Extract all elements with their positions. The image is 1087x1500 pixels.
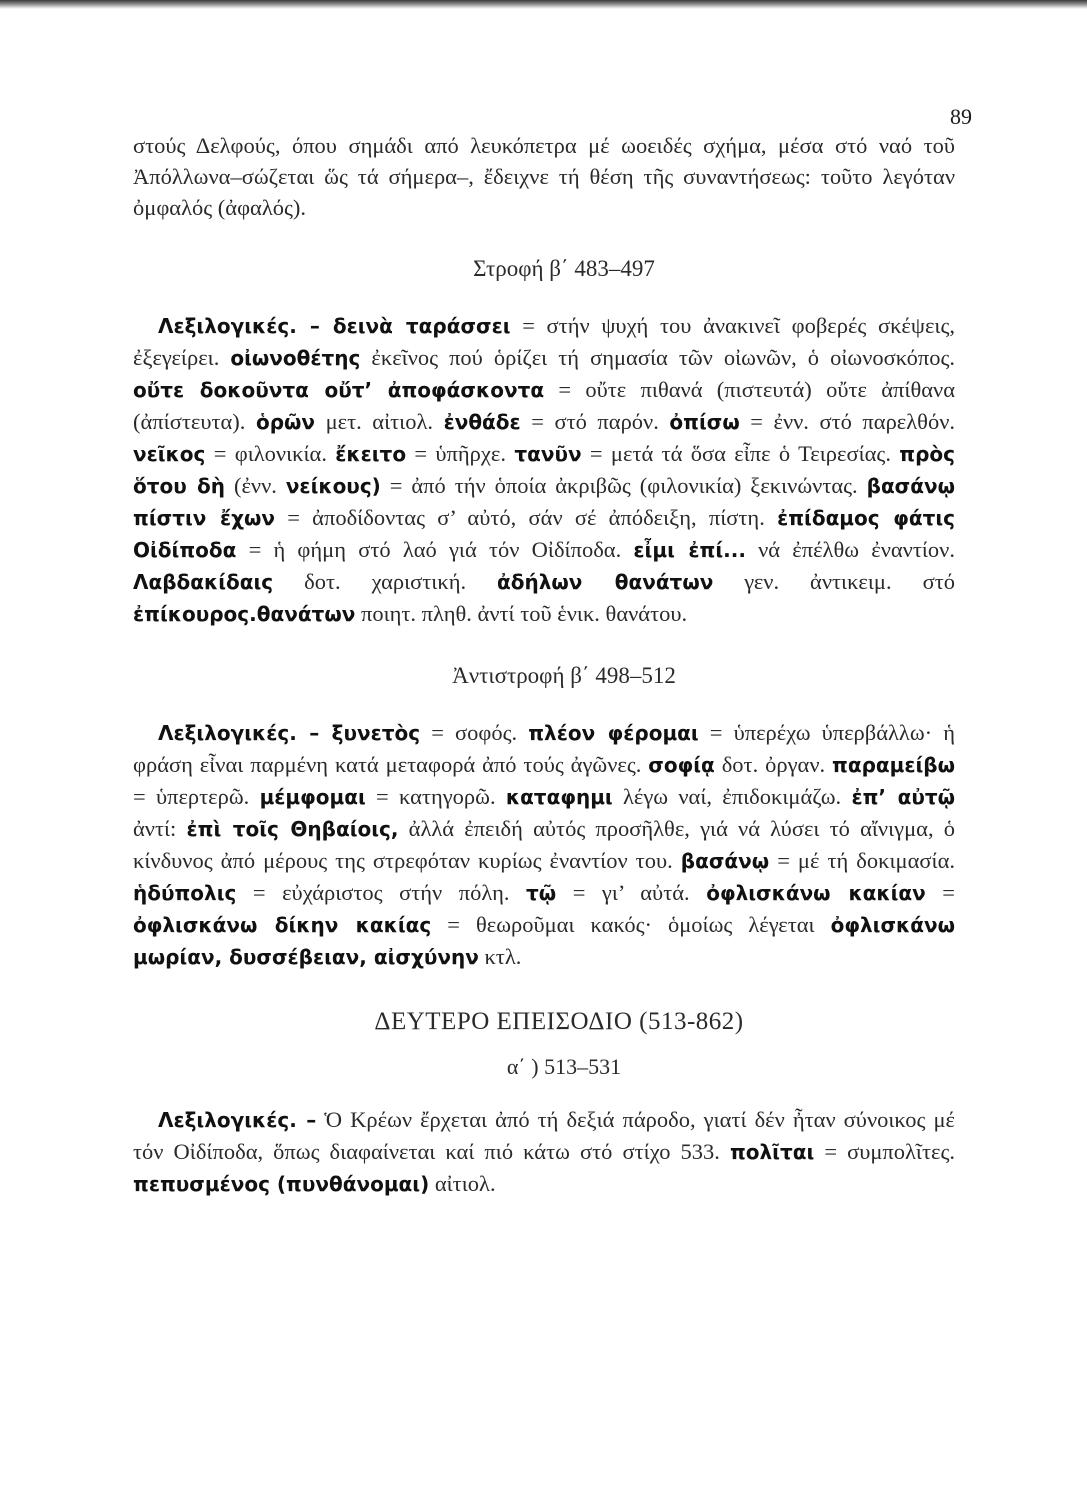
lemma-term: Λεξιλογικές. – ξυνετὸς (158, 721, 421, 745)
lemma-term: ὀφλισκάνω κακίαν (706, 881, 926, 905)
section-heading-strophe-b: Στροφή β΄ 483–497 (473, 256, 655, 281)
lemma-term: εἶμι ἐπί... (633, 538, 746, 562)
gloss-text: δοτ. χαριστική. (273, 569, 498, 594)
gloss-text: ἀλλά ἐπειδή αὐτός προσῆλθε, γιά νά λύσει τό αἴνιγμα, ὁ κίνδυνος ἀπό μέρους της στρεφόταν κυρίως ἐναντίον του. (133, 816, 956, 873)
gloss-text: (ἐνν. (225, 473, 286, 498)
gloss-text: = οὔτε πιθανά (πιστευτά) οὔτε ἀπίθανα (ἀπίστευτα). (133, 377, 955, 434)
glossary-paragraph (133, 717, 955, 973)
gloss-text: δοτ. ὀργαν. (714, 752, 833, 777)
gloss-text: = (925, 880, 955, 905)
gloss-text: αἰτιολ. (429, 1171, 496, 1196)
lemma-term: ἀδήλων θανάτων (497, 570, 714, 594)
lemma-term: ἐνθάδε (443, 410, 521, 434)
gloss-text: = σοφός. (420, 720, 529, 745)
lemma-term: μέμφομαι (259, 785, 366, 809)
lemma-term: βασάνῳ πίστιν ἔχων (133, 474, 956, 530)
gloss-text: = ὑπῆρχε. (406, 441, 515, 466)
gloss-text: ἐκεῖνος πού ὁρίζει τή σημασία τῶν οἰωνῶν, ὁ οἰωνοσκόπος. (360, 345, 955, 370)
gloss-text: = ἐνν. στό παρελθόν. (739, 409, 955, 434)
gloss-text: = θεωροῦμαι κακός· ὁμοίως λέγεται (431, 912, 831, 937)
lemma-term: πλέον φέρομαι (528, 721, 699, 745)
gloss-text: ἀντί: (133, 816, 187, 841)
lemma-term: πεπυσμένος (πυνθάνομαι) (133, 1172, 430, 1196)
section-subheading: α΄ ) 513–531 (506, 1054, 622, 1079)
lemma-term: ἐπίκουρος.θανάτων (133, 602, 356, 626)
gloss-text: ποιητ. πληθ. ἀντί τοῦ ἑνικ. θανάτου. (355, 601, 688, 626)
gloss-text: = ὑπερτερῶ. (133, 784, 260, 809)
lemma-term: ἡδύπολις (133, 881, 237, 905)
gloss-text: = συμπολῖτες. (814, 1139, 956, 1164)
lemma-term: ἐπ’ αὐτῷ (851, 785, 956, 809)
glossary-paragraph (133, 1104, 955, 1200)
gloss-text: = μέ τή δοκιμασία. (769, 848, 955, 873)
lemma-term: Λεξιλογικές. – (158, 1108, 317, 1132)
gloss-text: Ὁ Κρέων ἔρχεται ἀπό τή δεξιά πάροδο, γιατί δέν ἦταν σύνοικος μέ τόν Οἰδίποδα, ὅπως διαφαίνεται καί πιό κάτω στό στίχο 533. (133, 1107, 955, 1164)
section-heading-second-episode: ΔΕΥΤΕΡΟ ΕΠΕΙΣΟΔΙΟ (513-862) (374, 1008, 744, 1035)
lemma-term: ἔκειτο (335, 442, 407, 466)
gloss-text: = φιλονικία. (205, 441, 336, 466)
lemma-term: πρὸς ὅτου δὴ (133, 442, 956, 498)
lemma-term: σοφίᾳ (648, 753, 715, 777)
glossary-paragraph (133, 310, 955, 630)
gloss-text: = στήν ψυχή του ἀνακινεῖ φοβερές σκέψεις, ἐξεγείρει. (133, 313, 956, 370)
lemma-term: τῷ (526, 881, 557, 905)
gloss-text: μετ. αἰτιολ. (315, 409, 444, 434)
gloss-text: = ἡ φήμη στό λαό γιά τόν Οἰδίποδα. (236, 537, 634, 562)
gloss-text: = γι’ αὐτά. (556, 880, 707, 905)
gloss-text: νά ἐπέλθω ἐναντίον. (745, 537, 955, 562)
lemma-term: βασάνῳ (680, 849, 770, 873)
lemma-term: ἐπὶ τοῖς Θηβαίοις, (186, 817, 399, 841)
lemma-term: ὀφλισκάνω μωρίαν, δυσσέβειαν, αἰσχύνην (133, 913, 955, 969)
gloss-text: = ὑπερέχω ὑπερβάλλω· ἡ φράση εἶναι παρμένη κατά μεταφορά ἀπό τούς ἀγῶνες. (133, 720, 955, 777)
gloss-text: λέγω ναί, ἐπιδοκιμάζω. (612, 784, 852, 809)
gloss-text: κτλ. (478, 944, 522, 969)
lemma-term: ὁρῶν (255, 410, 316, 434)
page-body (133, 130, 955, 1200)
gloss-text: = κατηγορῶ. (365, 784, 506, 809)
gloss-text: = ἀπό τήν ὁποία ἀκριβῶς (φιλονικία) ξεκινώντας. (380, 473, 867, 498)
lemma-term: τανῦν (514, 442, 582, 466)
gloss-text: = εὐχάριστος στήν πόλη. (236, 880, 527, 905)
lemma-term: ὀφλισκάνω δίκην κακίας (133, 913, 432, 937)
lemma-term: Λαβδακίδαις (133, 570, 274, 594)
lemma-term: ὀπίσω (669, 410, 740, 434)
intro-paragraph: στούς Δελφούς, όπου σημάδι από λευκόπετρα μέ ωοειδές σχήμα, μέσα στό ναό τοῦ Ἀπόλλωνα–σώζεται ὥς τά σήμερα–, ἔδειχνε τή θέση τῆς συναντήσεως: τοῦτο λεγόταν ὀμφαλός (ἀφαλός). (133, 133, 955, 220)
gloss-text: = μετά τά ὅσα εἶπε ὁ Τειρεσίας. (581, 441, 900, 466)
lemma-term: νείκους) (285, 474, 381, 498)
lemma-term: νεῖκος (133, 442, 206, 466)
lemma-term: ἐπίδαμος φάτις Οἰδίποδα (133, 506, 955, 562)
lemma-term: οἰωνοθέτης (230, 346, 361, 370)
gloss-text: γεν. ἀντικειμ. στό (713, 569, 955, 594)
lemma-term: παραμείβω (832, 753, 955, 777)
section-heading-antistrophe-b: Ἀντιστροφή β΄ 498–512 (452, 663, 676, 688)
lemma-term: πολῖται (729, 1140, 815, 1164)
gloss-text: = στό παρόν. (520, 409, 670, 434)
scan-top-edge (0, 0, 1087, 9)
page-number: 89 (950, 104, 972, 129)
lemma-term: Λεξιλογικές. – δεινὰ ταράσσει (158, 314, 511, 338)
lemma-term: οὔτε δοκοῦντα οὔτ’ ἀποφάσκοντα (133, 378, 545, 402)
gloss-text: = ἀποδίδοντας σ’ αὐτό, σάν σέ ἀπόδειξη, πίστη. (275, 505, 778, 530)
lemma-term: καταφημι (505, 785, 613, 809)
